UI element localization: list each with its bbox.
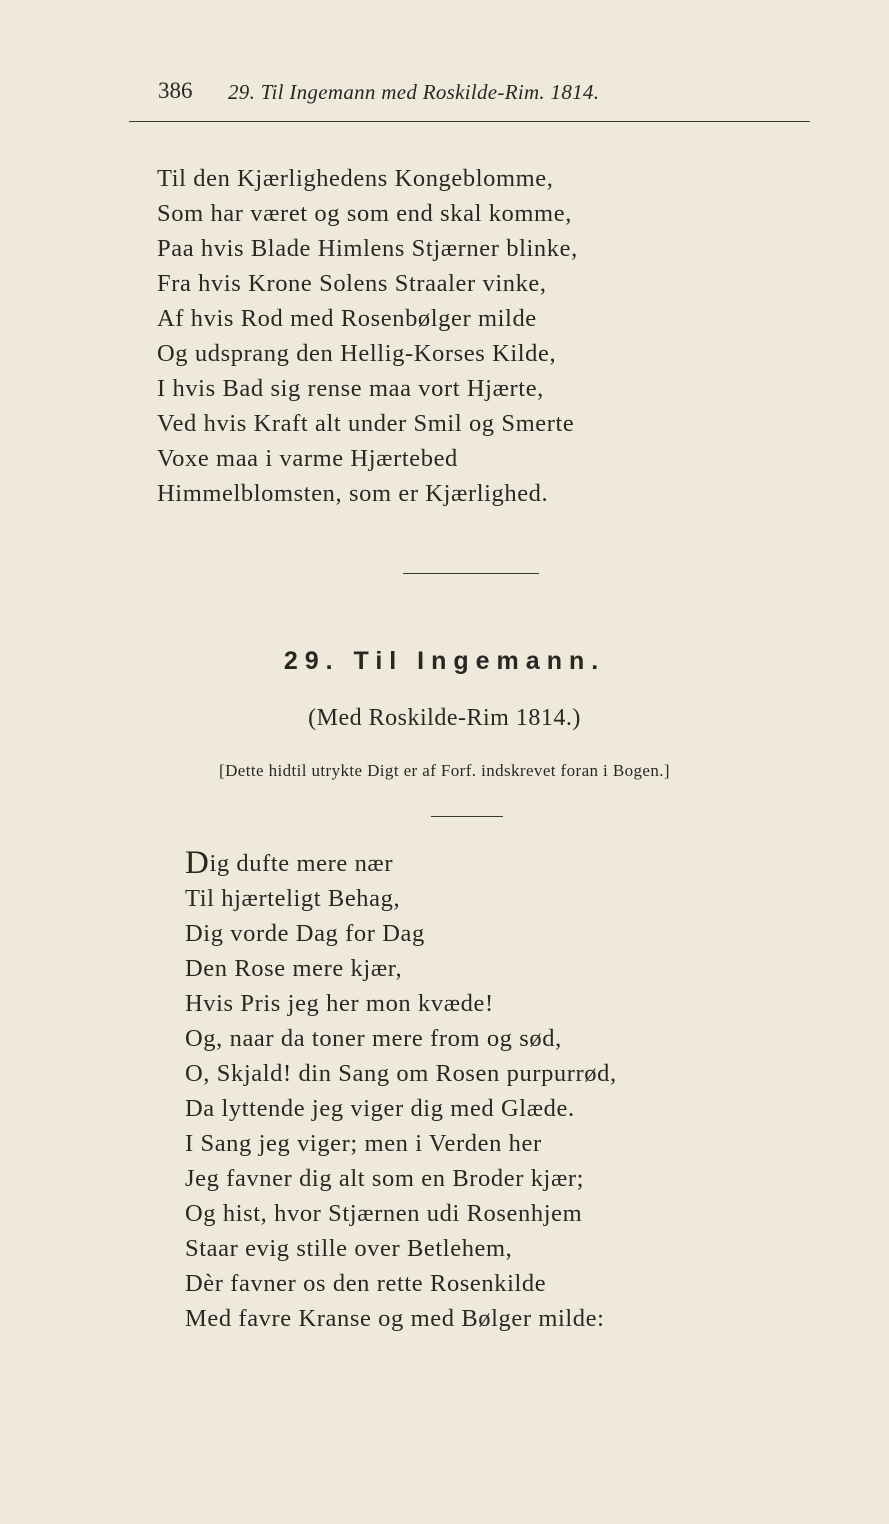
verse-line: Jeg favner dig alt som en Broder kjær; (185, 1165, 585, 1192)
verse-line: Og udsprang den Hellig-Korses Kilde, (157, 340, 557, 367)
verse-line: Til hjærteligt Behag, (185, 885, 401, 912)
verse-line: Som har været og som end skal komme, (157, 200, 572, 227)
verse-line: Da lyttende jeg viger dig med Glæde. (185, 1095, 575, 1122)
running-title: 29. Til Ingemann med Roskilde-Rim. 1814. (228, 80, 600, 104)
verse-line-first (185, 846, 617, 881)
drop-cap: D (185, 845, 210, 881)
editor-note: [Dette hidtil utrykte Digt er af Forf. indskrevet foran i Bogen.] (219, 761, 670, 780)
verse-line: I hvis Bad sig rense maa vort Hjærte, (157, 375, 544, 402)
first-line-text: ig dufte mere nær (209, 850, 394, 877)
poem-title: 29. Til Ingemann. (283, 647, 606, 675)
verse-line: O, Skjald! din Sang om Rosen purpurrød, (185, 1060, 617, 1087)
verse-line: Dèr favner os den rette Rosenkilde (185, 1270, 547, 1297)
section-separator-rule (403, 573, 539, 574)
verse-line: Paa hvis Blade Himlens Stjærner blinke, (157, 235, 578, 262)
verse-line: Til den Kjærlighedens Kongeblomme, (157, 165, 554, 192)
verse-line: Af hvis Rod med Rosenbølger milde (157, 305, 537, 332)
verse-line: Den Rose mere kjær, (185, 955, 403, 982)
verse-line: I Sang jeg viger; men i Verden her (185, 1130, 542, 1157)
verse-line: Med favre Kranse og med Bølger milde: (185, 1305, 605, 1332)
verse-line: Himmelblomsten, som er Kjærlighed. (157, 480, 549, 507)
verse-block-poem (185, 846, 617, 1336)
verse-line: Hvis Pris jeg her mon kvæde! (185, 990, 494, 1017)
verse-block-previous-poem (157, 161, 578, 511)
verse-line: Og hist, hvor Stjærnen udi Rosenhjem (185, 1200, 583, 1227)
header-rule (129, 121, 810, 122)
verse-line: Staar evig stille over Betlehem, (185, 1235, 513, 1262)
poem-subtitle: (Med Roskilde-Rim 1814.) (308, 705, 581, 731)
running-head (158, 78, 818, 110)
verse-line: Fra hvis Krone Solens Straaler vinke, (157, 270, 547, 297)
verse-line: Dig vorde Dag for Dag (185, 920, 425, 947)
verse-line: Voxe maa i varme Hjærtebed (157, 445, 458, 472)
title-separator-rule (431, 816, 503, 817)
page-number: 386 (158, 78, 193, 103)
verse-line: Ved hvis Kraft alt under Smil og Smerte (157, 410, 575, 437)
verse-line: Og, naar da toner mere from og sød, (185, 1025, 562, 1052)
